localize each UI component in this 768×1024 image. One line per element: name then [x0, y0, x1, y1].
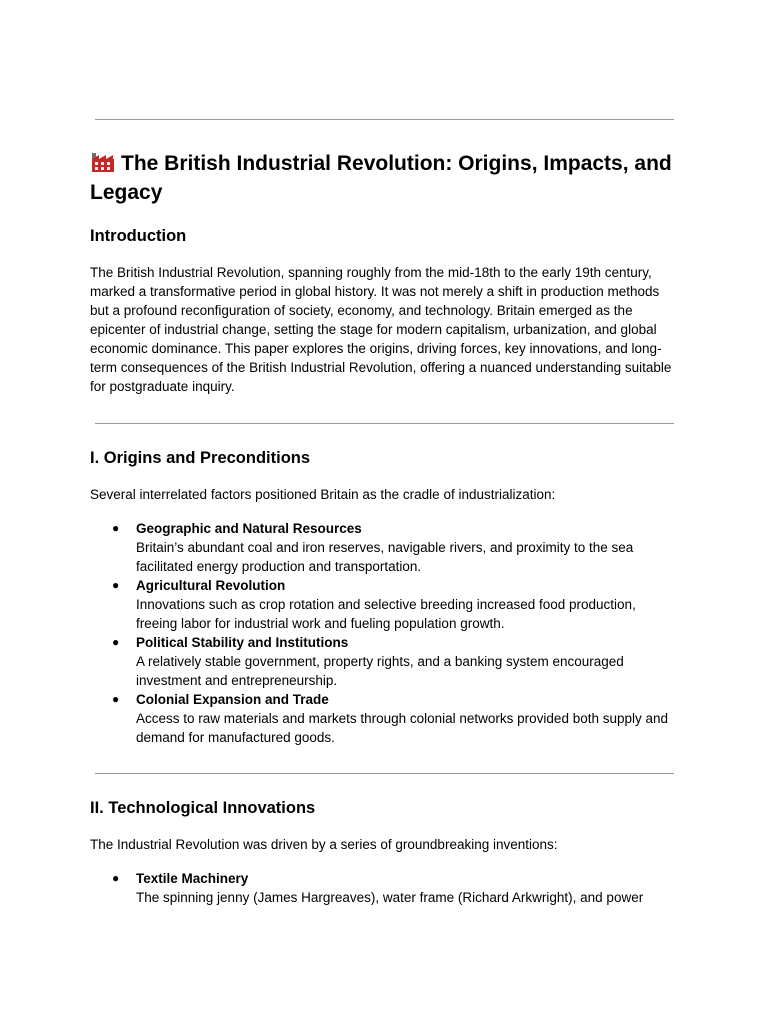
bullet-icon: ●	[112, 521, 120, 535]
section-heading-introduction: Introduction	[90, 227, 187, 245]
list-item	[90, 690, 680, 747]
horizontal-divider	[95, 773, 674, 774]
list-item-description: A relatively stable government, property rights, and a banking system encouraged investment and entrepreneurship.	[136, 654, 624, 688]
document-title	[90, 149, 690, 207]
section-heading-technological-innovations: II. Technological Innovations	[90, 799, 316, 817]
origins-intro-paragraph: Several interrelated factors positioned Britain as the cradle of industrialization:	[90, 487, 556, 502]
list-item-title: Textile Machinery	[136, 871, 249, 886]
list-item	[90, 519, 680, 576]
innovations-intro-paragraph: The Industrial Revolution was driven by a series of groundbreaking inventions:	[90, 837, 558, 852]
bullet-icon: ●	[112, 692, 120, 706]
document-title-text: The British Industrial Revolution: Origins, Impacts, and Legacy	[90, 152, 672, 204]
list-item-title: Colonial Expansion and Trade	[136, 692, 329, 707]
list-item-description: Innovations such as crop rotation and selective breeding increased food production, freeing labor for industrial work and fueling population growth.	[136, 597, 636, 631]
horizontal-divider	[95, 423, 674, 424]
list-item	[90, 633, 680, 690]
list-item	[90, 869, 680, 907]
list-item-description: The spinning jenny (James Hargreaves), water frame (Richard Arkwright), and power	[136, 890, 644, 905]
factory-icon	[90, 151, 116, 173]
bullet-icon: ●	[112, 578, 120, 592]
list-item-description: Britain’s abundant coal and iron reserves, navigable rivers, and proximity to the sea facilitated energy production and transportation.	[136, 540, 634, 574]
innovations-list	[90, 869, 680, 907]
list-item	[90, 576, 680, 633]
horizontal-divider	[95, 119, 674, 120]
section-heading-origins: I. Origins and Preconditions	[90, 449, 311, 467]
list-item-title: Agricultural Revolution	[136, 578, 286, 593]
bullet-icon: ●	[112, 871, 120, 885]
introduction-paragraph: The British Industrial Revolution, spanning roughly from the mid-18th to the early 19th century, marked a transformative period in global history. It was not merely a shift in production methods but a profound reconfiguration of society, economy, and technology. Britain emerged as the epicenter of industrial change, setting the stage for modern capitalism, urbanization, and global economic dominance. This paper explores the origins, driving forces, key innovations, and long-term consequences of the British Industrial Revolution, offering a nuanced understanding suitable for postgraduate inquiry.	[90, 265, 672, 394]
list-item-title: Geographic and Natural Resources	[136, 521, 362, 536]
list-item-description: Access to raw materials and markets through colonial networks provided both supply and demand for manufactured goods.	[136, 711, 669, 745]
origins-list	[90, 519, 680, 747]
bullet-icon: ●	[112, 635, 120, 649]
list-item-title: Political Stability and Institutions	[136, 635, 349, 650]
